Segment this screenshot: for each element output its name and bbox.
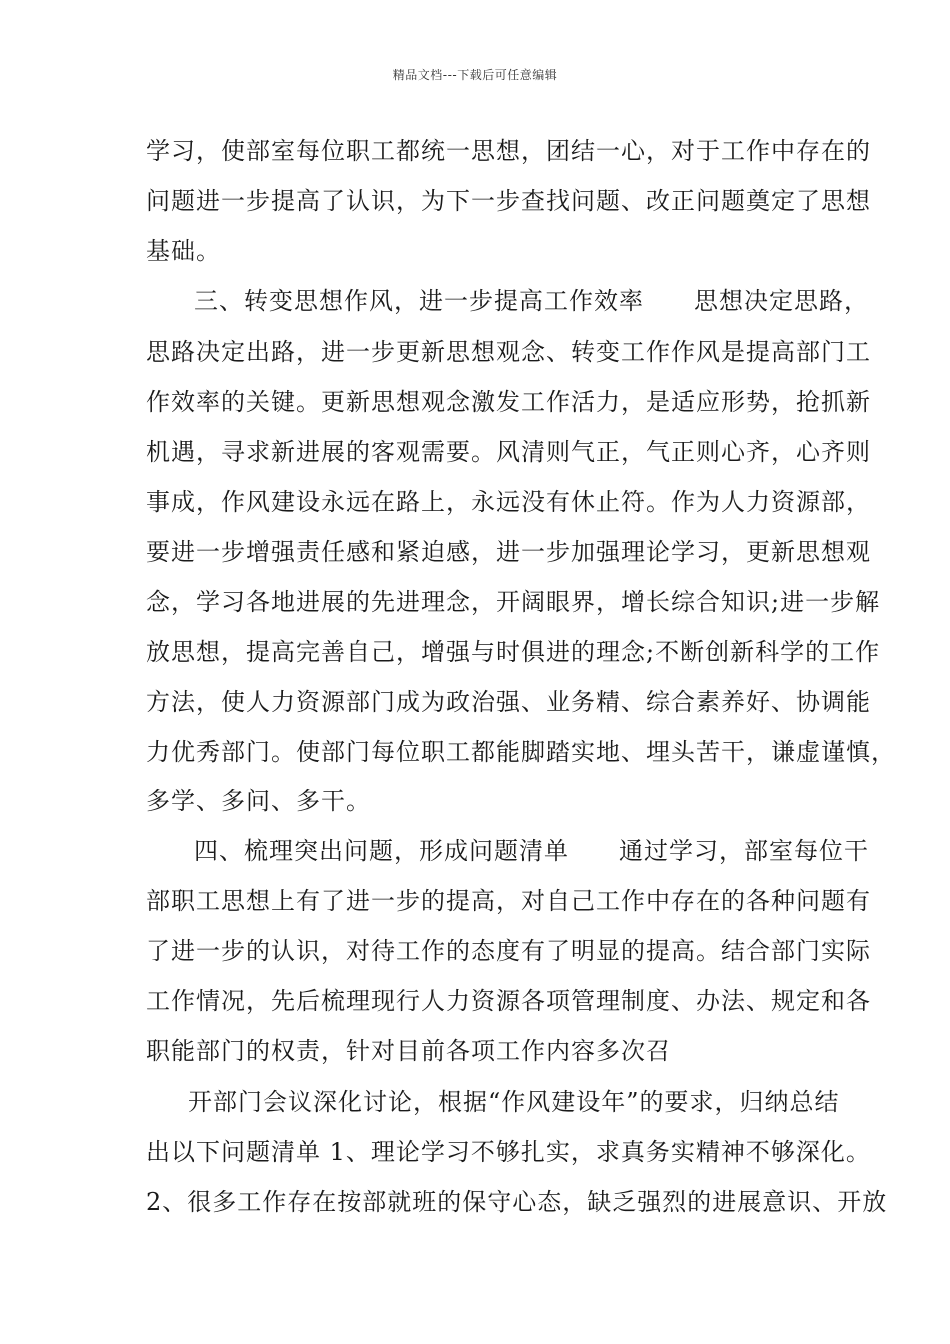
text-line: 作效率的关键。更新思想观念激发工作活力，是适应形势，抢抓新 — [146, 388, 871, 416]
text-line: 要进一步增强责任感和紧迫感，进一步加强理论学习，更新思想观 — [146, 538, 871, 566]
text-line: 方法，使人力资源部门成为政治强、业务精、综合素养好、协调能 — [146, 688, 871, 716]
text-line: 多学、多问、多干。 — [146, 787, 371, 815]
text-line: 基础。 — [146, 237, 221, 265]
text-line: 机遇，寻求新进展的客观需要。风清则气正，气正则心齐，心齐则 — [146, 438, 871, 466]
section-heading-line — [194, 286, 950, 316]
text-line: 职能部门的权责，针对目前各项工作内容多次召 — [146, 1037, 671, 1065]
text-line: 事成，作风建设永远在路上，永远没有休止符。作为人力资源部， — [146, 488, 871, 516]
section-heading-3: 三、转变思想作风，进一步提高工作效率 — [194, 287, 644, 315]
text-line: 出以下问题清单 1、理论学习不够扎实，求真务实精神不够深化。 — [146, 1138, 871, 1166]
text-line: 部职工思想上有了进一步的提高，对自己工作中存在的各种问题有 — [146, 887, 871, 915]
text-line: 学习，使部室每位职工都统一思想，团结一心，对于工作中存在的 — [146, 137, 871, 165]
section-heading-4: 四、梳理突出问题，形成问题清单 — [194, 837, 569, 865]
text-line: 了进一步的认识，对待工作的态度有了明显的提高。结合部门实际 — [146, 937, 871, 965]
text-line: 2、很多工作存在按部就班的保守心态，缺乏强烈的进展意识、开放 — [146, 1188, 888, 1216]
text-line: 工作情况，先后梳理现行人力资源各项管理制度、办法、规定和各 — [146, 987, 871, 1015]
text-segment: 通过学习，部室每位干 — [619, 837, 869, 865]
paragraph-start-line: 开部门会议深化讨论，根据“作风建设年”的要求，归纳总结 — [188, 1088, 840, 1116]
text-line: 问题进一步提高了认识，为下一步查找问题、改正问题奠定了思想 — [146, 187, 871, 215]
text-segment: 思想决定思路， — [694, 287, 869, 315]
text-line: 思路决定出路，进一步更新思想观念、转变工作作风是提高部门工 — [146, 338, 871, 366]
text-line: 念，学习各地进展的先进理念，开阔眼界，增长综合知识;进一步解 — [146, 588, 881, 616]
text-line: 放思想，提高完善自己，增强与时俱进的理念;不断创新科学的工作 — [146, 638, 881, 666]
page-header: 精品文档---下载后可任意编辑 — [392, 68, 558, 82]
section-heading-line — [194, 836, 950, 866]
text-line: 力优秀部门。使部门每位职工都能脚踏实地、埋头苦干，谦虚谨慎， — [146, 738, 896, 766]
